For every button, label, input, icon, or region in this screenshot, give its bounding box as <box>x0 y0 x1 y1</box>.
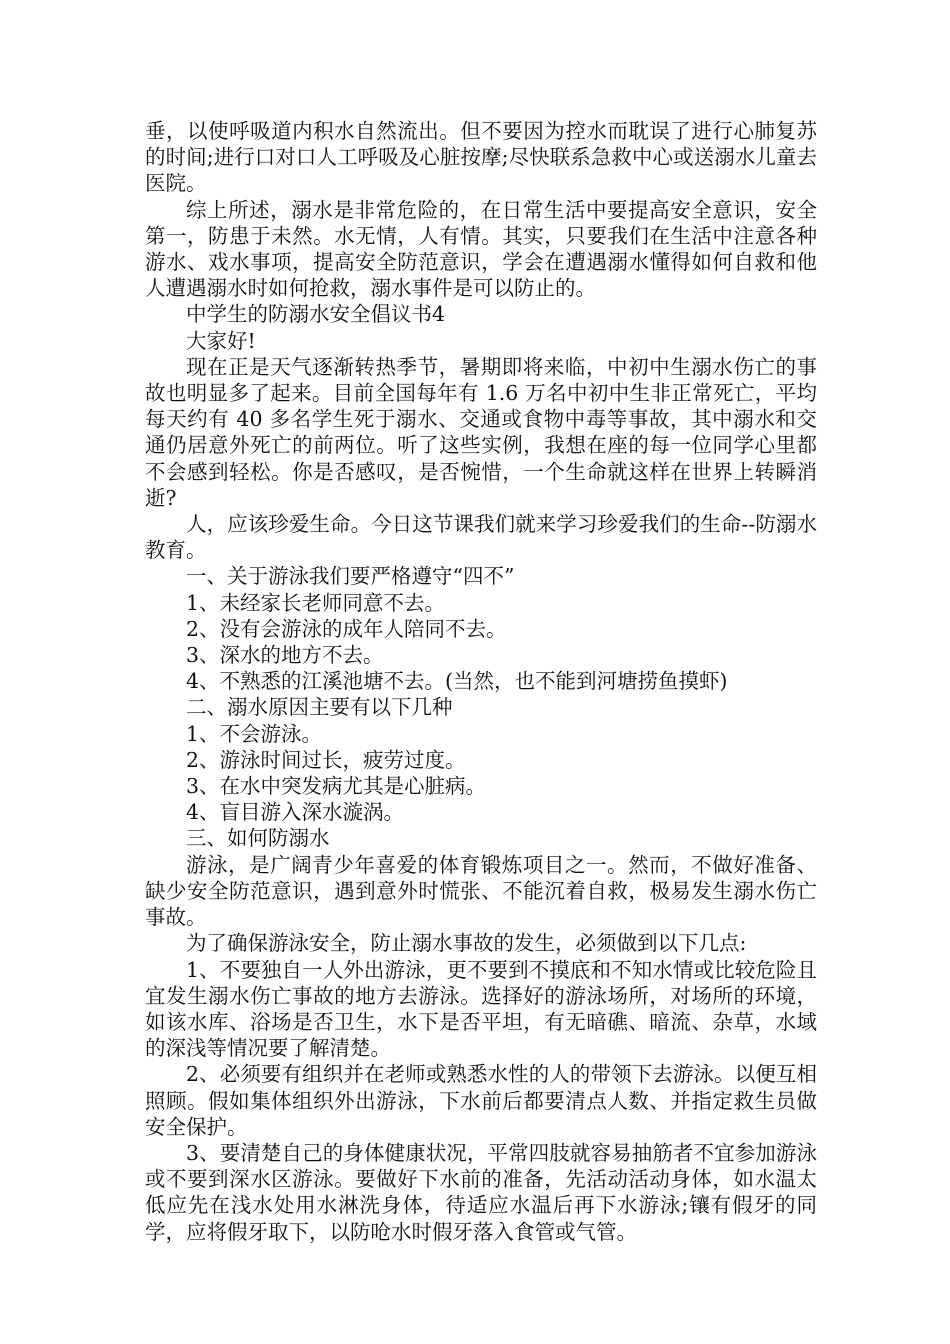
section-title: 中学生的防溺水安全倡议书4 <box>186 302 446 327</box>
list-item: 1、不会游泳。 <box>186 721 323 746</box>
heading-prevention: 三、如何防溺水 <box>186 826 330 851</box>
list-item: 2、没有会游泳的成年人陪同不去。 <box>186 616 507 641</box>
paragraph-safety-points-intro: 为了确保游泳安全，防止溺水事故的发生，必须做到以下几点: <box>186 931 747 956</box>
paragraph-introduction: 现在正是天气逐渐转热季节，暑期即将来临，中初中生溺水伤亡的事故也明显多了起来。目前全国每年有 1.6 万名中初中生非正常死亡，平均每天约有 40 多名学生死于溺水、交通或食物中毒等事故，其中溺水和交通仍居意外死亡的前两位。听了这些实例，我想在座的每一位同学心里都不会感到轻松。你是否感叹，是否惋惜，一个生命就这样在世界上转瞬消逝? <box>145 354 817 510</box>
heading-drowning-causes: 二、溺水原因主要有以下几种 <box>186 695 453 720</box>
paragraph-swimming-intro: 游泳，是广阔青少年喜爱的体育锻炼项目之一。然而，不做好准备、缺少安全防范意识，遇到意外时慌张、不能沉着自救，极易发生溺水伤亡事故。 <box>145 852 817 930</box>
heading-four-nots: 一、关于游泳我们要严格遵守“四不” <box>186 564 515 589</box>
paragraph-point-2: 2、必须要有组织并在老师或熟悉水性的人的带领下去游泳。以便互相照顾。假如集体组织外出游泳，下水前后都要清点人数、并指定救生员做安全保护。 <box>145 1062 817 1139</box>
list-item: 4、不熟悉的江溪池塘不去。(当然，也不能到河塘捞鱼摸虾) <box>186 669 728 694</box>
paragraph-rescue-continued: 垂，以使呼吸道内积水自然流出。但不要因为控水而耽误了进行心肺复苏的时间;进行口对口人工呼吸及心脏按摩;尽快联系急救中心或送溺水儿童去医院。 <box>145 119 817 196</box>
paragraph-summary: 综上所述，溺水是非常危险的，在日常生活中要提高安全意识，安全第一，防患于未然。水无情，人有情。其实，只要我们在生活中注意各种游水、戏水事项，提高安全防范意识，学会在遭遇溺水懂得如何自救和他人遭遇溺水时如何抢救，溺水事件是可以防止的。 <box>145 197 817 301</box>
list-item: 2、游泳时间过长，疲劳过度。 <box>186 747 466 772</box>
paragraph-cherish-life: 人，应该珍爱生命。今日这节课我们就来学习珍爱我们的生命--防溺水教育。 <box>145 512 817 563</box>
list-item: 3、在水中突发病尤其是心脏病。 <box>186 774 487 799</box>
list-item: 1、未经家长老师同意不去。 <box>186 590 446 615</box>
list-item: 4、盲目游入深水漩涡。 <box>186 800 405 825</box>
paragraph-point-3: 3、要清楚自己的身体健康状况，平常四肢就容易抽筋者不宜参加游泳或不要到深水区游泳。要做好下水前的准备，先活动活动身体，如水温太低应先在浅水处用水淋洗身体，待适应水温后再下水游泳;镶有假牙的同学，应将假牙取下，以防呛水时假牙落入食管或气管。 <box>145 1140 817 1244</box>
list-item: 3、深水的地方不去。 <box>186 643 384 668</box>
paragraph-point-1: 1、不要独自一人外出游泳，更不要到不摸底和不知水情或比较危险且宜发生溺水伤亡事故的地方去游泳。选择好的游泳场所，对场所的环境，如该水库、浴场是否卫生，水下是否平坦，有无暗礁、暗流、杂草，水域的深浅等情况要了解清楚。 <box>145 957 817 1061</box>
document-page <box>145 118 817 1245</box>
greeting: 大家好! <box>186 328 256 353</box>
